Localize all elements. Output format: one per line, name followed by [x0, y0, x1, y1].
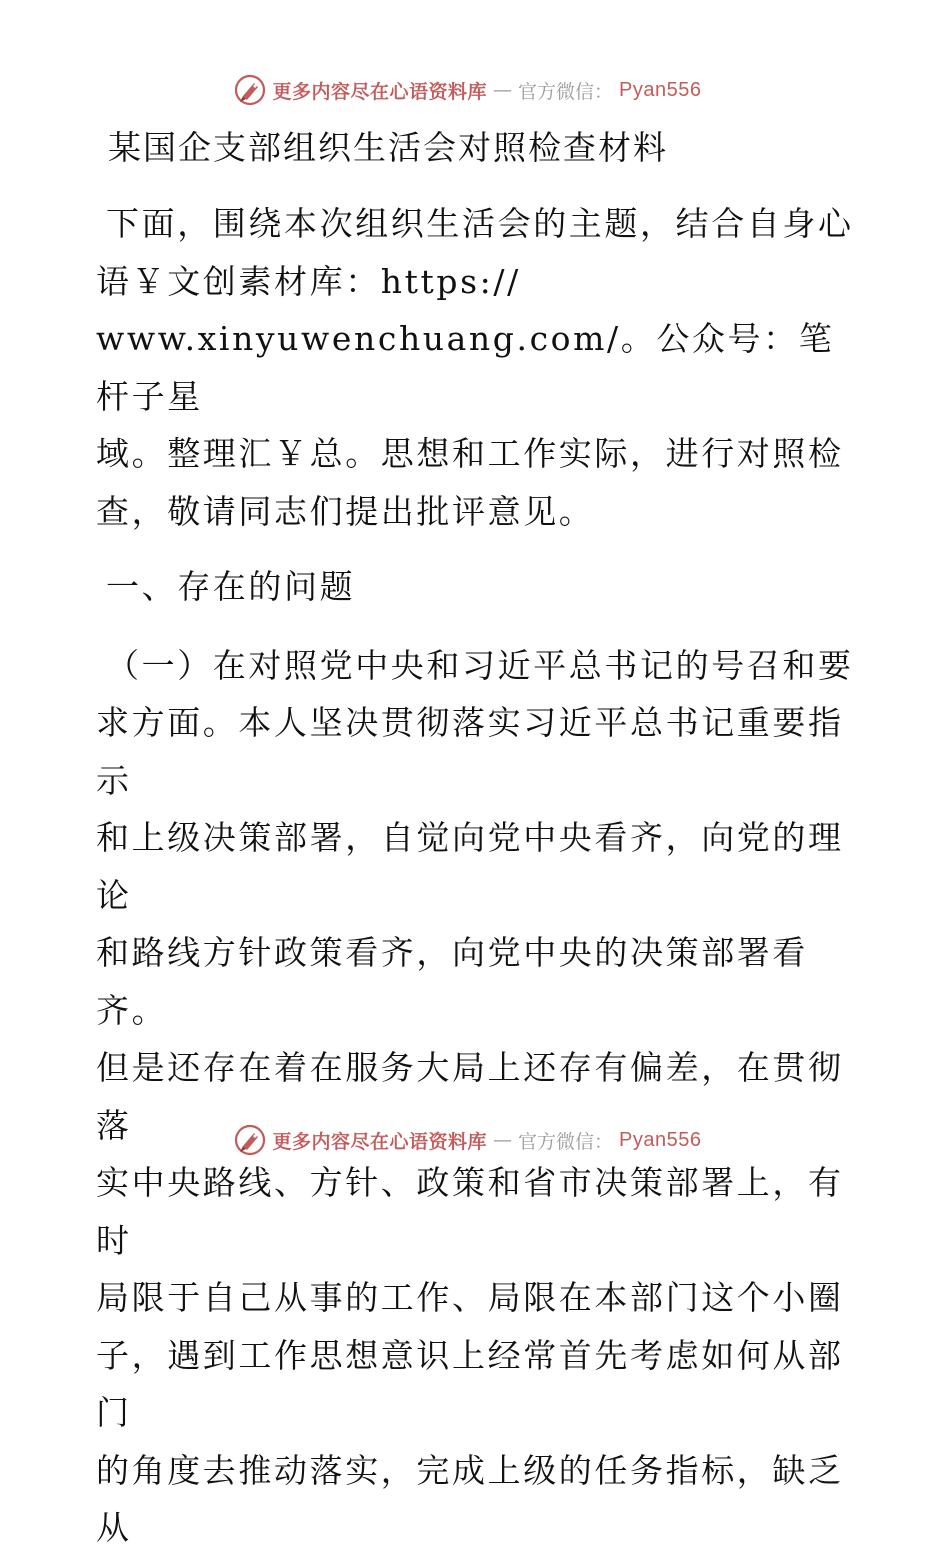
intro-paragraph: [96, 195, 856, 540]
banner-official-label: 官方微信：: [518, 80, 614, 103]
banner-wechat-id: Pyan556: [619, 1128, 702, 1151]
body-line: 和路线方针政策看齐，向党中央的决策部署看齐。: [96, 933, 808, 1030]
body-line: 实中央路线、方针、政策和省市决策部署上，有时: [96, 1163, 844, 1260]
banner-slogan: 更多内容尽在心语资料库: [272, 80, 488, 103]
intro-line: 域。整理汇￥总。思想和工作实际，进行对照检: [96, 434, 844, 473]
body-line: （一）在对照党中央和习近平总书记的号召和要: [106, 645, 854, 685]
pen-nib-logo-icon: [233, 1123, 267, 1157]
body-line: 局限于自己从事的工作、局限在本部门这个小圈: [96, 1278, 844, 1317]
intro-line: 下面，围绕本次组织生活会的主题，结合自身心: [106, 204, 854, 243]
body-line: 的角度去推动落实，完成上级的任务指标，缺乏从: [96, 1450, 844, 1547]
document-title: 某国企支部组织生活会对照检查材料: [108, 128, 668, 167]
header-banner-inner: [233, 73, 702, 107]
body-paragraph: [96, 637, 856, 1557]
body-line: 求方面。本人坚决贯彻落实习近平总书记重要指示: [96, 703, 844, 800]
body-line: 和上级决策部署，自觉向党中央看齐，向党的理论: [96, 818, 844, 915]
intro-line: www.xinyuwenchuang.com/。公众号：笔杆子星: [96, 319, 835, 416]
banner-wechat-id: Pyan556: [619, 78, 702, 101]
document-body: [96, 122, 856, 1557]
body-line: 但是还存在着在服务大局上还存有偏差，在贯彻落: [96, 1048, 844, 1145]
intro-line: 语￥文创素材库：https://: [96, 261, 521, 301]
banner-separator: —: [493, 1129, 513, 1151]
pen-nib-logo-icon: [233, 73, 267, 107]
banner-official-label: 官方微信：: [518, 1130, 614, 1153]
body-line: 子，遇到工作思想意识上经常首先考虑如何从部门: [96, 1335, 844, 1432]
banner-separator: —: [493, 79, 513, 101]
footer-banner-inner: [233, 1123, 702, 1157]
header-banner: [0, 70, 950, 110]
footer-banner: [0, 1120, 950, 1160]
section-heading: 一、存在的问题: [106, 567, 356, 606]
intro-line: 查，敬请同志们提出批评意见。: [96, 491, 595, 531]
section-heading-block: [96, 558, 856, 616]
banner-slogan: 更多内容尽在心语资料库: [272, 1130, 488, 1153]
